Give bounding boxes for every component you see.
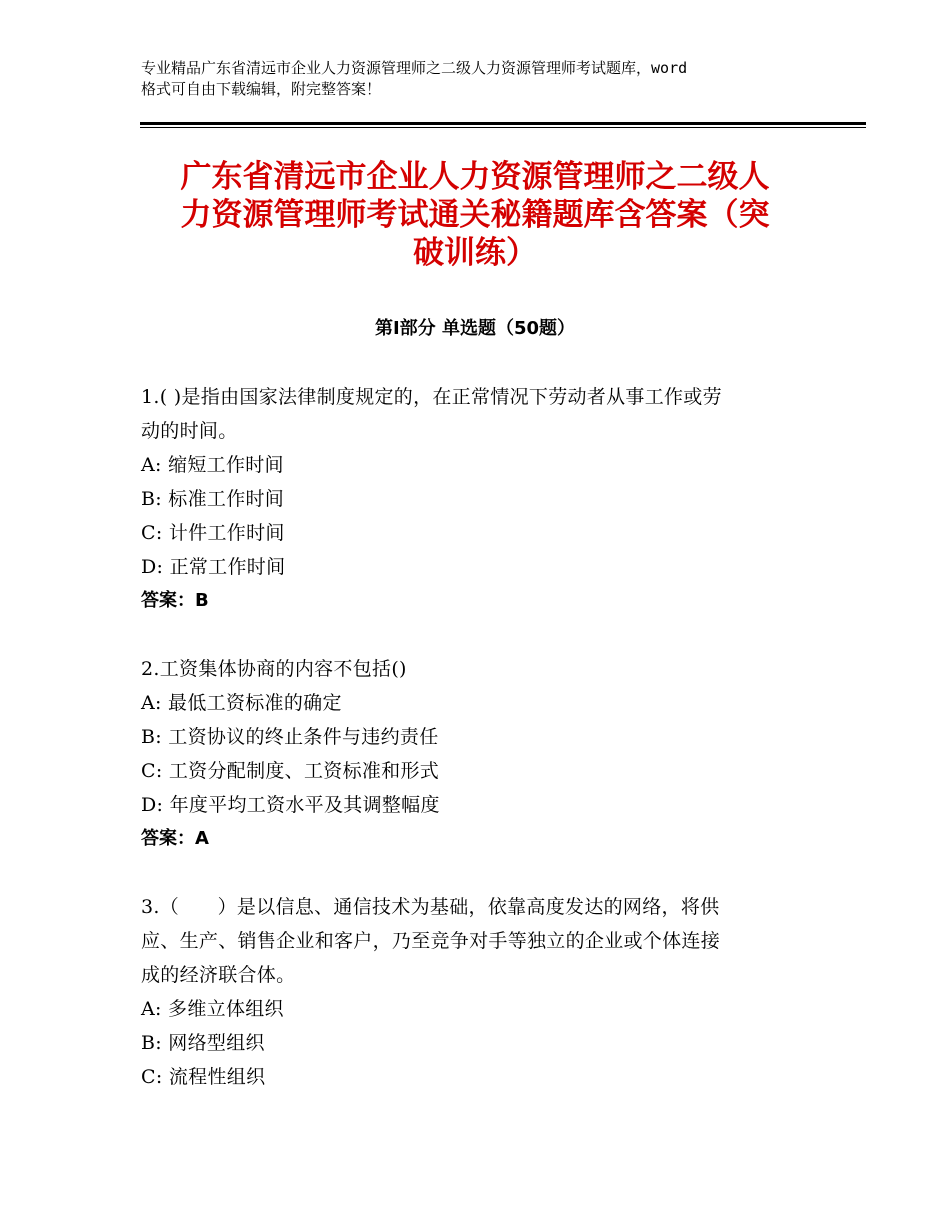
question-stem: 2.工资集体协商的内容不包括() bbox=[141, 658, 407, 680]
option-b: B: 网络型组织 bbox=[141, 1032, 265, 1054]
option-a: A: 多维立体组织 bbox=[141, 998, 284, 1020]
header-divider-thick bbox=[140, 122, 866, 125]
question-1 bbox=[141, 380, 821, 618]
option-c: C: 计件工作时间 bbox=[141, 522, 285, 544]
question-stem: 3.（ ）是以信息、通信技术为基础，依靠高度发达的网络，将供 bbox=[141, 896, 720, 918]
option-c: C: 工资分配制度、工资标准和形式 bbox=[141, 760, 440, 782]
answer: 答案：A bbox=[141, 828, 209, 849]
document-title-line: 破训练） bbox=[413, 235, 537, 271]
question-stem: 动的时间。 bbox=[141, 420, 238, 442]
header-note-line: 格式可自由下载编辑，附完整答案！ bbox=[141, 80, 382, 98]
option-a: A: 缩短工作时间 bbox=[141, 454, 284, 476]
question-list bbox=[141, 380, 821, 1128]
option-a: A: 最低工资标准的确定 bbox=[141, 692, 342, 714]
header-divider-thin bbox=[140, 127, 866, 128]
document-title bbox=[140, 158, 810, 272]
option-c: C: 流程性组织 bbox=[141, 1066, 266, 1088]
question-stem: 应、生产、销售企业和客户，乃至竞争对手等独立的企业或个体连接 bbox=[141, 930, 721, 952]
document-title-line: 广东省清远市企业人力资源管理师之二级人 bbox=[180, 159, 770, 195]
header-note-line: 专业精品广东省清远市企业人力资源管理师之二级人力资源管理师考试题库，word bbox=[141, 59, 688, 77]
question-stem: 1.( )是指由国家法律制度规定的，在正常情况下劳动者从事工作或劳 bbox=[141, 386, 722, 408]
question-3 bbox=[141, 890, 821, 1094]
document-title-line: 力资源管理师考试通关秘籍题库含答案（突 bbox=[180, 197, 770, 233]
section-title: 第Ⅰ部分 单选题（50题） bbox=[374, 318, 575, 339]
option-d: D: 年度平均工资水平及其调整幅度 bbox=[141, 794, 440, 816]
option-b: B: 工资协议的终止条件与违约责任 bbox=[141, 726, 439, 748]
question-stem: 成的经济联合体。 bbox=[141, 964, 296, 986]
option-b: B: 标准工作时间 bbox=[141, 488, 285, 510]
question-2 bbox=[141, 652, 821, 856]
answer: 答案：B bbox=[141, 590, 209, 611]
header-note bbox=[141, 58, 831, 100]
option-d: D: 正常工作时间 bbox=[141, 556, 286, 578]
